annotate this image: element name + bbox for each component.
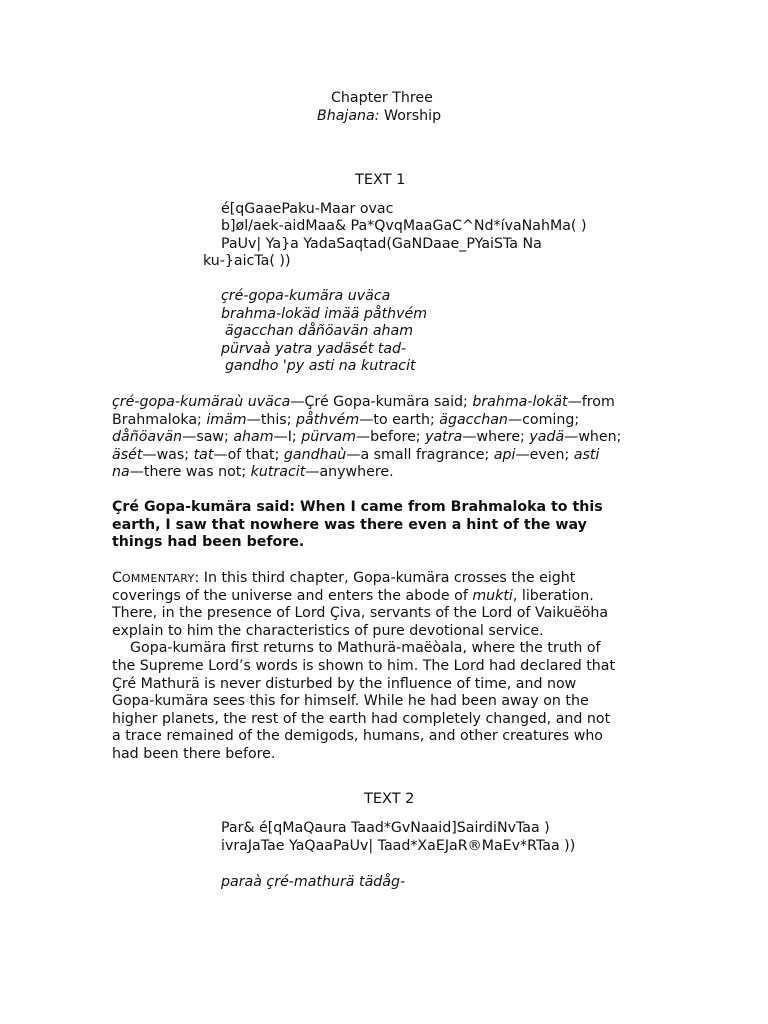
verse-line: é[qGaaePaku-Maar ovac — [221, 201, 394, 217]
commentary-first-line — [112, 570, 657, 588]
translit-line: paraà çré-mathurä tädåg- — [221, 874, 406, 890]
text-run: Çré Mathurä is never disturbed by the influence of time, and now — [112, 675, 577, 692]
commentary-label-initial: C — [112, 570, 122, 586]
italic-term: gandhaù — [283, 446, 347, 463]
italic-term: çré-gopa-kumäraù uväca — [112, 394, 291, 410]
italic-term: ägacchan — [439, 411, 508, 428]
italic-term: påthvém — [296, 411, 360, 428]
verse-line: b]øl/aek-aidMaa& Pa*QvqMaaGaC^Nd*ívaNahMa( ) — [221, 218, 587, 234]
synonyms-line — [112, 447, 657, 465]
text-run: —to earth; — [359, 411, 440, 428]
text-run: —there was not; — [129, 464, 251, 481]
italic-term: äsét — [112, 446, 143, 463]
text-run: —before; — [355, 429, 426, 446]
verse-line: ivraJaTae YaQaaPaUv| Taad*XaEJaR®MaEv*RTaa )) — [221, 838, 576, 854]
translation-line: things had been before. — [112, 534, 305, 551]
text-run: coverings of the universe and enters the abode of — [112, 587, 473, 604]
chapter-subtitle — [317, 108, 441, 126]
commentary-line — [112, 588, 657, 606]
italic-term: pürvam — [301, 429, 356, 446]
chapter-subtitle-italic: Bhajana: — [317, 108, 380, 124]
italic-term: mukti — [472, 587, 513, 604]
verse-line: PaUv| Ya}a YadaSaqtad(GaNDaae_PYaiSTa Na — [221, 236, 542, 252]
text-run: —this; — [246, 411, 296, 428]
italic-term: asti — [573, 446, 600, 463]
text-run: —anywhere. — [305, 464, 394, 481]
translit-line: ägacchan dåñöavän aham — [225, 323, 414, 339]
italic-term: yatra — [425, 429, 463, 446]
italic-term: yadä — [529, 429, 565, 446]
synonyms-line — [112, 412, 657, 430]
italic-term: dåñöavän — [112, 429, 183, 446]
text-run: the Supreme Lord’s words is shown to him. The Lord had declared that — [112, 657, 616, 674]
text1-commentary — [112, 570, 657, 764]
italic-term: kutracit — [250, 464, 306, 481]
text-run: —I; — [273, 429, 302, 446]
text-run: There, in the presence of Lord Çiva, servants of the Lord of Vaikuëöha — [112, 605, 609, 622]
commentary-label-colon: : — [194, 570, 200, 586]
text-run: —where; — [462, 429, 530, 446]
translit-line: pürvaà yatra yadäsét tad- — [221, 341, 407, 357]
text-run: —of that; — [213, 446, 284, 463]
chapter-title: Chapter Three — [331, 90, 433, 106]
commentary-line — [112, 711, 657, 729]
commentary-body — [112, 588, 657, 764]
text-run: Brahmaloka; — [112, 411, 207, 428]
italic-term: na — [112, 464, 130, 481]
commentary-line — [112, 693, 657, 711]
commentary-line — [112, 676, 657, 694]
text-run: —Çré Gopa-kumära said; — [290, 394, 473, 410]
translation-line: earth, I saw that nowhere was there even a hint of the way — [112, 516, 587, 533]
text-run: —coming; — [507, 411, 580, 428]
commentary-line — [112, 728, 657, 746]
text-run: —saw; — [182, 429, 234, 446]
text-run: Gopa-kumära first returns to Mathurä-maëòala, where the truth of — [112, 640, 601, 657]
italic-term: aham — [233, 429, 274, 446]
synonyms-line — [112, 464, 657, 482]
commentary-line — [112, 746, 657, 764]
commentary-line-content — [199, 570, 575, 586]
italic-term: brahma-lokät — [472, 394, 568, 410]
text-run: higher planets, the rest of the earth had completely changed, and not — [112, 710, 611, 727]
commentary-line — [112, 605, 657, 623]
text-run: In this third chapter, Gopa-kumära crosses the eight — [199, 570, 576, 586]
translit-line: brahma-lokäd imää påthvém — [221, 306, 428, 322]
text-run: , liberation. — [512, 587, 594, 604]
text1-synonyms — [112, 394, 657, 482]
translit-line: gandho 'py asti na kutracit — [225, 358, 416, 374]
text-run: —was; — [142, 446, 194, 463]
commentary-label-rest: OMMENTARY — [121, 572, 195, 585]
text-run: —a small fragrance; — [346, 446, 494, 463]
italic-term: imäm — [206, 411, 247, 428]
text-run: a trace remained of the demigods, humans, and other creatures who — [112, 728, 603, 745]
commentary-line — [112, 623, 657, 641]
text1-heading: TEXT 1 — [355, 172, 406, 188]
synonyms-line — [112, 429, 657, 447]
italic-term: tat — [193, 446, 214, 463]
text-run: —when; — [564, 429, 622, 446]
text-run: Gopa-kumära sees this for himself. While he had been away on the — [112, 693, 589, 710]
commentary-line — [112, 658, 657, 676]
text-run: —from — [567, 394, 615, 410]
commentary-line — [112, 640, 657, 658]
text1-translation — [112, 499, 657, 552]
text2-heading: TEXT 2 — [364, 791, 415, 807]
italic-term: api — [493, 446, 516, 463]
translation-line: Çré Gopa-kumära said: When I came from Brahmaloka to this — [112, 499, 603, 515]
text-run: had been there before. — [112, 745, 276, 762]
text-run: explain to him the characteristics of pure devotional service. — [112, 622, 544, 639]
translit-line: çré-gopa-kumära uväca — [221, 288, 391, 304]
text-run: —even; — [515, 446, 574, 463]
chapter-subtitle-rest: Worship — [379, 108, 442, 124]
verse-line: Par& é[qMaQaura Taad*GvNaaid]SairdiNvTaa ) — [221, 820, 550, 836]
synonyms-line — [112, 394, 657, 412]
verse-line: ku-}aicTa( )) — [203, 253, 291, 269]
